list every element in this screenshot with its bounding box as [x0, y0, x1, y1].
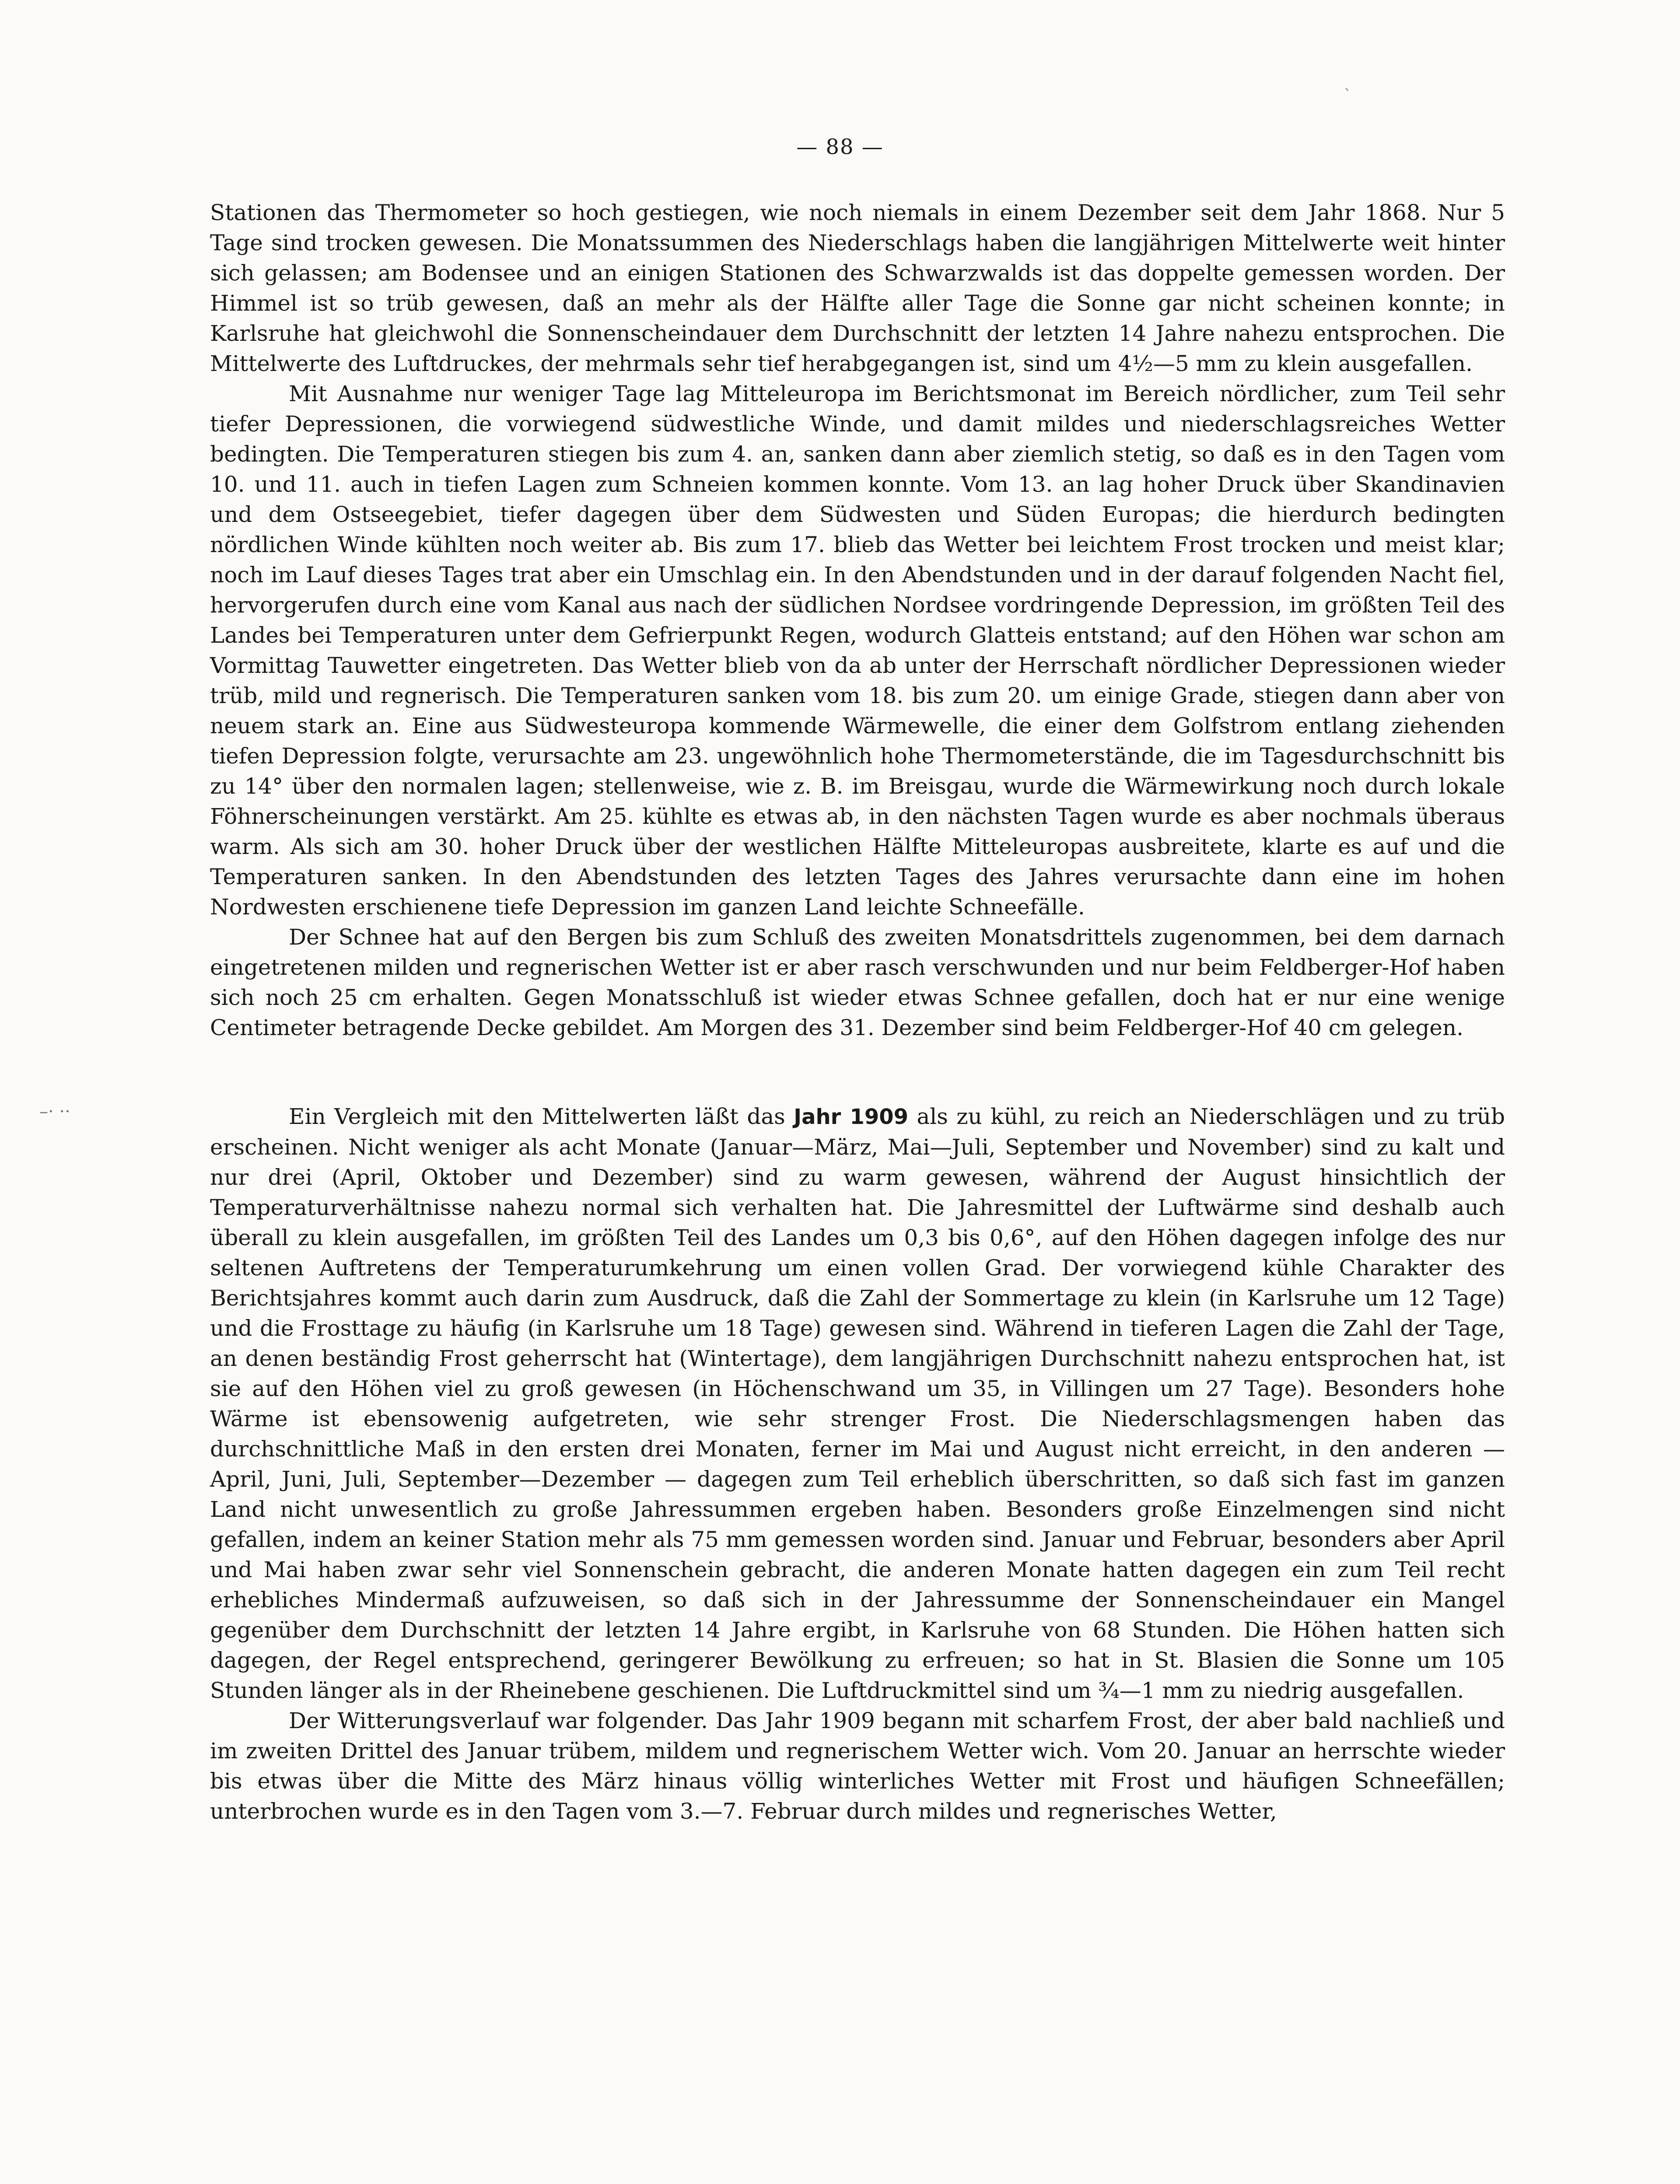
paragraph-year-1909-summary — [210, 1102, 1505, 1706]
year-summary-body: als zu kühl, zu reich an Niederschlägen und zu trüb erscheinen. Nicht weniger als acht Monate (Januar—März, Mai—Juli, September und November) sind zu kalt und nur drei (April, Oktober und Dezember) sind zu warm gewesen, während der August hinsichtlich der Temperaturverhältnisse nahezu normal sich verhalten hat. Die Jahresmittel der Luftwärme sind deshalb auch überall zu klein ausgefallen, im größten Teil des Landes um 0,3 bis 0,6°, auf den Höhen dagegen infolge des nur seltenen Auftretens der Temperaturumkehrung um einen vollen Grad. Der vorwiegend kühle Charakter des Berichtsjahres kommt auch darin zum Ausdruck, daß die Zahl der Sommertage zu klein (in Karlsruhe um 12 Tage) und die Frosttage zu häufig (in Karlsruhe um 18 Tage) gewesen sind. Während in tieferen Lagen die Zahl der Tage, an denen beständig Frost geherrscht hat (Wintertage), dem langjährigen Durchschnitt nahezu entsprochen hat, ist sie auf den Höhen viel zu groß gewesen (in Höchenschwand um 35, in Villingen um 27 Tage). Besonders hohe Wärme ist ebensowenig aufgetreten, wie sehr strenger Frost. Die Niederschlagsmengen haben das durchschnittliche Maß in den ersten drei Monaten, ferner im Mai und August nicht erreicht, in den anderen — April, Juni, Juli, September—Dezember — dagegen zum Teil erheblich überschritten, so daß sich fast im ganzen Land nicht unwesentlich zu große Jahressummen ergeben haben. Besonders große Einzelmengen sind nicht gefallen, indem an keiner Station mehr als 75 mm gemessen worden sind. Januar und Februar, besonders aber April und Mai haben zwar sehr viel Sonnenschein gebracht, die anderen Monate hatten dagegen ein zum Teil recht erhebliches Mindermaß aufzuweisen, so daß sich in der Jahressumme der Sonnenscheindauer ein Mangel gegenüber dem Durchschnitt der letzten 14 Jahre ergibt, in Karlsruhe von 68 Stunden. Die Höhen hatten sich dagegen, der Regel entsprechend, geringerer Bewölkung zu erfreuen; so hat in St. Blasien die Sonne um 105 Stunden länger als in der Rheinebene geschienen. Die Luftdruckmittel sind um ¾—1 mm zu niedrig ausgefallen. — [210, 1104, 1505, 1703]
text-column — [210, 198, 1505, 1827]
paragraph-december-snow: Der Schnee hat auf den Bergen bis zum Schluß des zweiten Monatsdrittels zugenommen, bei dem darnach eingetretenen milden und regnerischen Wetter ist er aber rasch verschwunden und nur beim Feldberger-Hof haben sich noch 25 cm erhalten. Gegen Monatsschluß ist wieder etwas Schnee gefallen, doch hat er nur eine wenige Centimeter betragende Decke gebildet. Am Morgen des 31. Dezember sind beim Feldberger-Hof 40 cm gelegen. — [210, 924, 1505, 1040]
year-heading-emphasis: Jahr 1909 — [794, 1105, 909, 1129]
margin-mark: –· ·· — [39, 1102, 70, 1122]
paragraph-december-weather-course: Mit Ausnahme nur weniger Tage lag Mitteleuropa im Berichtsmonat im Bereich nördlicher, zum Teil sehr tiefer Depressionen, die vorwiegend südwestliche Winde, und damit mildes und niederschlagsreiches Wetter bedingten. Die Temperaturen stiegen bis zum 4. an, sanken dann aber ziemlich stetig, so daß es in den Tagen vom 10. und 11. auch in tiefen Lagen zum Schneien kommen konnte. Vom 13. an lag hoher Druck über Skandinavien und dem Ostseegebiet, tiefer dagegen über dem Südwesten und Süden Europas; die hierdurch bedingten nördlichen Winde kühlten noch weiter ab. Bis zum 17. blieb das Wetter bei leichtem Frost trocken und meist klar; noch im Lauf dieses Tages trat aber ein Umschlag ein. In den Abendstunden und in der darauf folgenden Nacht fiel, hervorgerufen durch eine vom Kanal aus nach der südlichen Nordsee vordringende Depression, im größten Teil des Landes bei Temperaturen unter dem Gefrierpunkt Regen, wodurch Glatteis entstand; auf den Höhen war schon am Vormittag Tauwetter eingetreten. Das Wetter blieb von da ab unter der Herrschaft nördlicher Depressionen wieder trüb, mild und regnerisch. Die Temperaturen sanken vom 18. bis zum 20. um einige Grade, stiegen dann aber von neuem stark an. Eine aus Südwesteuropa kommende Wärmewelle, die einer dem Golfstrom entlang ziehenden tiefen Depression folgte, verursachte am 23. ungewöhnlich hohe Thermometerstände, die im Tagesdurchschnitt bis zu 14° über den normalen lagen; stellenweise, wie z. B. im Breisgau, wurde die Wärmewirkung noch durch lokale Föhnerscheinungen verstärkt. Am 25. kühlte es etwas ab, in den nächsten Tagen wurde es aber nochmals überaus warm. Als sich am 30. hoher Druck über der westlichen Hälfte Mitteleuropas ausbreitete, klarte es auf und die Temperaturen sanken. In den Abendstunden des letzten Tages des Jahres verursachte dann eine im hohen Nordwesten erschienene tiefe Depression im ganzen Land leichte Schneefälle. — [210, 381, 1505, 920]
paragraph-december-summary: Stationen das Thermometer so hoch gestiegen, wie noch niemals in einem Dezember seit dem Jahr 1868. Nur 5 Tage sind trocken gewesen. Die Monatssummen des Niederschlags haben die langjährigen Mittelwerte weit hinter sich gelassen; am Bodensee und an einigen Stationen des Schwarzwalds ist das doppelte gemessen worden. Der Himmel ist so trüb gewesen, daß an mehr als der Hälfte aller Tage die Sonne gar nicht scheinen konnte; in Karlsruhe hat gleichwohl die Sonnenscheindauer dem Durchschnitt der letzten 14 Jahre nahezu entsprochen. Die Mittelwerte des Luftdruckes, der mehrmals sehr tief herabgegangen ist, sind um 4½—5 mm zu klein ausgefallen. — [210, 200, 1505, 376]
year-summary-intro: Ein Vergleich mit den Mittelwerten läßt das — [289, 1104, 794, 1129]
corner-speck: ˋ — [1344, 87, 1351, 104]
paragraph-year-weather-course: Der Witterungsverlauf war folgender. Das Jahr 1909 begann mit scharfem Frost, der aber bald nachließ und im zweiten Drittel des Januar trübem, mildem und regnerischem Wetter wich. Vom 20. Januar an herrschte wieder bis etwas über die Mitte des März hinaus völlig winterliches Wetter mit Frost und häufigen Schneefällen; unterbrochen wurde es in den Tagen vom 3.—7. Februar durch mildes und regnerisches Wetter, — [210, 1708, 1505, 1824]
page-number: — 88 — — [796, 135, 884, 159]
